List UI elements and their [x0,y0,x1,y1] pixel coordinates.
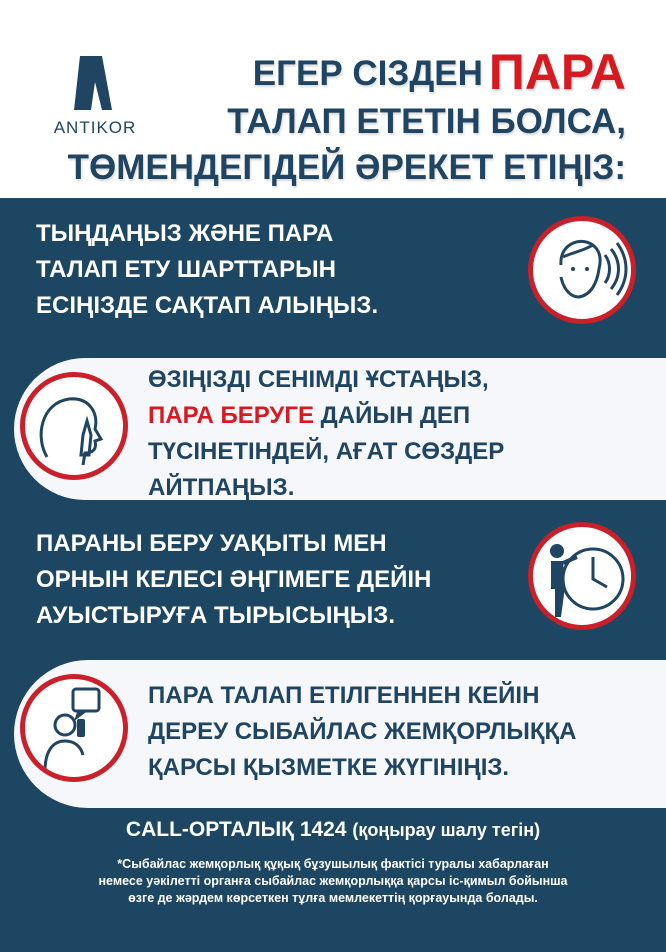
disclaimer-line-3: өзге де жәрдем көрсеткен тұлға мемлекеттің қорғауында болады. [128,891,538,905]
silence-gesture-icon [20,372,128,480]
disclaimer-line-2: немесе уәкілетті органға сыбайлас жемқорлыққа қарсы іс-қимыл бойынша [98,874,568,888]
step-2-highlight: ПАРА БЕРУГЕ [148,402,314,429]
step-1-line-1: ТЫҢДАҢЫЗ ЖӘНЕ ПАРА [36,220,334,247]
disclaimer-line-1: *Сыбайлас жемқорлық құқық бұзушылық фактісі туралы хабарлаған [117,857,549,871]
header-highlight: ПАРА [488,44,626,100]
antikor-logo [40,48,150,148]
step-2-line-1: ӨЗІҢІЗДІ СЕНІМДІ ҰСТАҢЫЗ, [148,366,489,393]
step-3-line-2: ОРНЫН КЕЛЕСІ ӘҢГІМЕГЕ ДЕЙІН [36,566,432,593]
step-2-line-4: АЙТПАҢЫЗ. [148,474,295,501]
header-line-1-prefix: ЕГЕР СІЗДЕН [252,54,483,93]
header-line-3: ТӨМЕНДЕГІДЕЙ ӘРЕКЕТ ЕТІҢІЗ: [67,148,626,187]
step-1-text [36,216,378,324]
call-center-number: CALL-ОРТАЛЫҚ 1424 [125,818,347,841]
step-1-line-2: ТАЛАП ЕТУ ШАРТТАРЫН [36,256,336,283]
step-2-line-3: ТҮСІНЕТІНДЕЙ, АҒАТ СӨЗДЕР [148,438,505,465]
header [0,0,666,198]
header-line-2: ТАЛАП ЕТЕТІН БОЛСА, [227,102,626,141]
antikor-logo-icon [40,48,150,118]
step-2-line-2-rest: ДАЙЫН ДЕП [313,402,471,429]
call-center [0,818,666,842]
header-line-1 [252,44,626,100]
step-3-line-1: ПАРАНЫ БЕРУ УАҚЫТЫ МЕН [36,530,387,557]
step-2-line-2 [148,398,504,434]
step-4-line-3: ҚАРСЫ ҚЫЗМЕТКЕ ЖҮГІНІҢІЗ. [148,754,510,781]
brand-name: ANTIKOR [53,118,137,137]
step-1-line-3: ЕСІҢІЗДЕ САҚТАП АЛЫҢЫЗ. [36,292,379,319]
call-center-note: (қоңырау шалу тегін) [352,820,541,840]
disclaimer [40,856,626,907]
listening-face-icon [528,216,636,324]
step-3-line-3: АУЫСТЫРУҒА ТЫРЫСЫҢЫЗ. [36,602,395,629]
step-4-line-1: ПАРА ТАЛАП ЕТІЛГЕННЕН КЕЙІН [148,682,540,709]
phone-call-icon [20,674,128,782]
step-2-text [148,362,504,506]
clock-person-icon [528,522,636,630]
step-3-text [36,526,431,634]
step-4-line-2: ДЕРЕУ СЫБАЙЛАС ЖЕМҚОРЛЫҚҚА [148,718,577,745]
step-4-text [148,678,577,786]
